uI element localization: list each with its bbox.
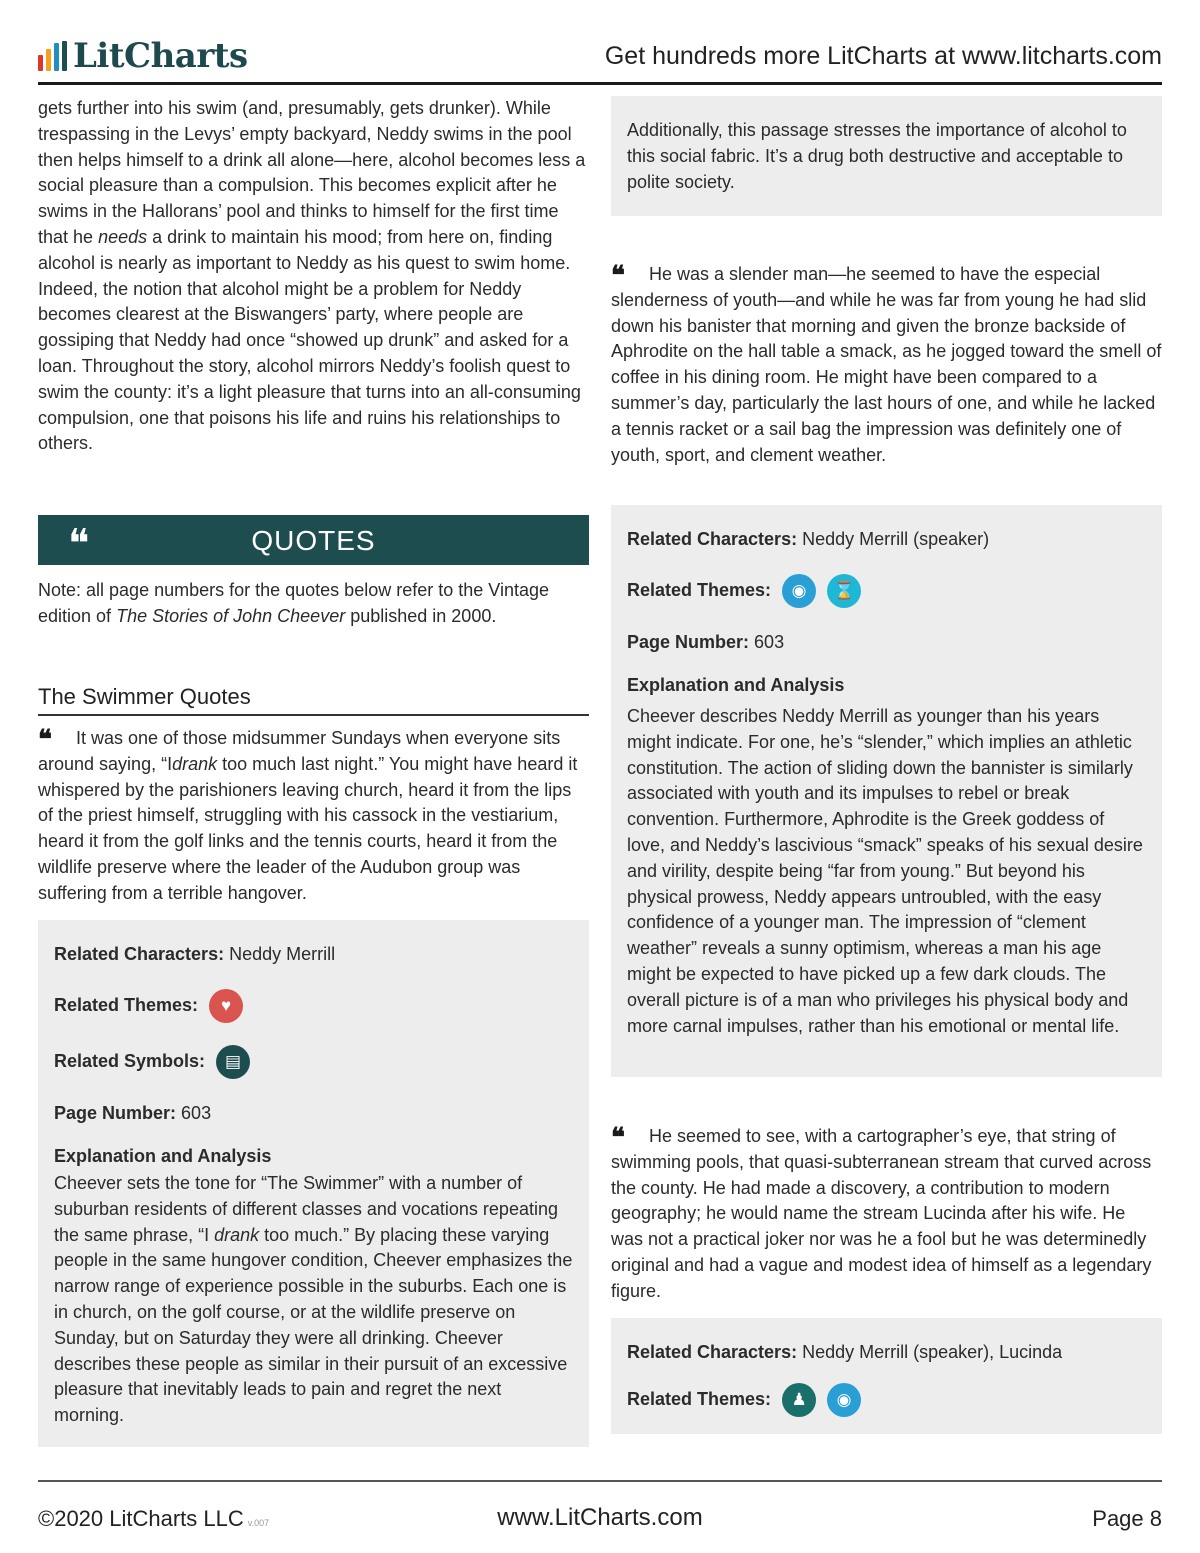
explanation-text: Cheever describes Neddy Merrill as younger than his years might indicate. For one, he’s “slender,” which implies an athletic constitution. The action of sliding down the bannister is similarly associated with youth and its impulses to rebel or break convention. Furthermore, Aphrodite is the Greek goddess of love, and Neddy’s lascivious “smack” speaks of his sexual desire and virility, despite being “far from young.” But beyond his physical prowess, Neddy appears untroubled, with the easy confidence of a younger man. The impression of “clement weather” reveals a sunny optimism, whereas a man his age might be expected to have picked up a few dark clouds. The overall picture is of a man who privileges his physical body and more carnal impulses, rather than his emotional or mental life. (627, 706, 1143, 1036)
header-tagline[interactable]: Get hundreds more LitCharts at www.litcharts.com (604, 42, 1162, 70)
continued-analysis-text: Additionally, this passage stresses the importance of alcohol to this social fabric. It’s a drug both destructive and acceptable to polite society. (627, 120, 1127, 192)
quote-3-details-box (611, 1318, 1162, 1434)
logo-text: LitCharts (73, 36, 248, 76)
quote-1-details-box (38, 920, 589, 1447)
quote-marks-icon: ❝ (611, 261, 619, 291)
explanation-text: Cheever sets the tone for “The Swimmer” with a number of suburban residents of different classes and vocations repeating the same phrase, “I drank too much.” By placing these varying people in the same hungover condition, Cheever emphasizes the narrow range of experience possible in the suburbs. Each one is in church, on the golf course, or at the wildlife preserve on Sunday, but on Saturday they were all drinking. Cheever describes these people as similar in their pursuit of an excessive pleasure that inevitably leads to pain and regret the next morning. (54, 1173, 573, 1426)
quote-2-details-box (611, 505, 1162, 1077)
quotes-banner-title: QUOTES (251, 525, 376, 556)
quote-1-text: ❝ It was one of those midsummer Sundays when everyone sits around saying, “Idrank too much last night.” You might have heard it whispered by the parishioners leaving church, heard it from the lips of the priest himself, struggling with his cassock in the vestiarium, heard it from the golf links and the tennis courts, heard it from the wildlife preserve where the leader of the Audubon group was suffering from a terrible hangover. (38, 725, 578, 903)
related-themes: Related Themes: ◉ ⌛ (627, 574, 1146, 608)
related-themes: Related Themes: ♟ ◉ (627, 1383, 1146, 1417)
related-themes: Related Themes: ♥ (54, 989, 573, 1023)
swimming-pool-symbol-icon[interactable]: ▤ (216, 1045, 250, 1079)
illusion-theme-icon[interactable]: ◉ (827, 1383, 861, 1417)
page-number: Page Number: 603 (54, 1103, 212, 1123)
section-title: The Swimmer Quotes (38, 684, 589, 716)
time-theme-icon[interactable]: ⌛ (827, 574, 861, 608)
page-header (38, 36, 1162, 85)
logo-bars-icon (38, 41, 67, 71)
page-footer (38, 1480, 1162, 1542)
quote-3-text: ❝ He seemed to see, with a cartographer’s eye, that string of swimming pools, that quasi-subterranean stream that curved across the county. He had made a discovery, a contribution to modern geography; he would name the stream Lucinda after his wife. He was not a practical joker nor was he a fool but he was determinedly original and had a vague and modest idea of himself as a legendary figure. (611, 1123, 1152, 1301)
footer-copyright: ©2020 LitCharts LLC v.007 (38, 1506, 270, 1531)
identity-theme-icon[interactable]: ♟ (782, 1383, 816, 1417)
alcohol-analysis-paragraph: gets further into his swim (and, presumably, gets drunker). While trespassing in the Levys’ empty backyard, Neddy swims in the pool then helps himself to a drink all alone—here, alcohol becomes less a social pleasure than a compulsion. This becomes explicit after he swims in the Hallorans’ pool and thinks to himself for the first time that he needs a drink to maintain his mood; from here on, finding alcohol is nearly as important to Neddy as his quest to swim home. Indeed, the notion that alcohol might be a problem for Neddy becomes clearest at the Biswangers’ party, where people are gossiping that Neddy had once “showed up drunk” and asked for a loan. Throughout the story, alcohol mirrors Neddy’s foolish quest to swim the county: it’s a light pleasure that turns into an all-consuming compulsion, one that poisons his life and ruins his relationships to others. (38, 98, 586, 454)
litcharts-logo[interactable] (38, 36, 248, 76)
quote-marks-icon: ❝ (38, 725, 46, 755)
related-characters: Related Characters: Neddy Merrill (speaker), Lucinda (627, 1342, 1063, 1362)
illusion-theme-icon[interactable]: ◉ (782, 574, 816, 608)
related-symbols: Related Symbols: ▤ (54, 1045, 573, 1079)
quote-marks-icon: ❝ (611, 1123, 619, 1153)
continued-analysis-box (611, 96, 1162, 216)
quote-marks-icon: ❝ (68, 521, 90, 567)
quote-2-text: ❝ He was a slender man—he seemed to have the especial slenderness of youth—and while he was far from young he had slid down his banister that morning and given the bronze backside of Aphrodite on the hall table a smack, as he jogged toward the smell of coffee in his dining room. He might have been compared to a summer’s day, particularly the last hours of one, and while he lacked a tennis racket or a sail bag the impression was definitely one of youth, sport, and clement weather. (611, 261, 1162, 465)
alcohol-theme-icon[interactable]: ♥ (209, 989, 243, 1023)
left-column-intro (38, 96, 589, 457)
page-number-note: Note: all page numbers for the quotes below refer to the Vintage edition of The Stories of John Cheever published in 2000. (38, 580, 549, 626)
explanation-title: Explanation and Analysis (627, 675, 845, 695)
related-characters: Related Characters: Neddy Merrill (speaker) (627, 529, 990, 549)
footer-page-number: Page 8 (1092, 1506, 1162, 1531)
page-number: Page Number: 603 (627, 632, 785, 652)
related-characters: Related Characters: Neddy Merrill (54, 944, 336, 964)
quotes-banner (38, 515, 589, 565)
explanation-title: Explanation and Analysis (54, 1146, 272, 1166)
footer-site-link[interactable]: www.LitCharts.com (497, 1504, 703, 1531)
